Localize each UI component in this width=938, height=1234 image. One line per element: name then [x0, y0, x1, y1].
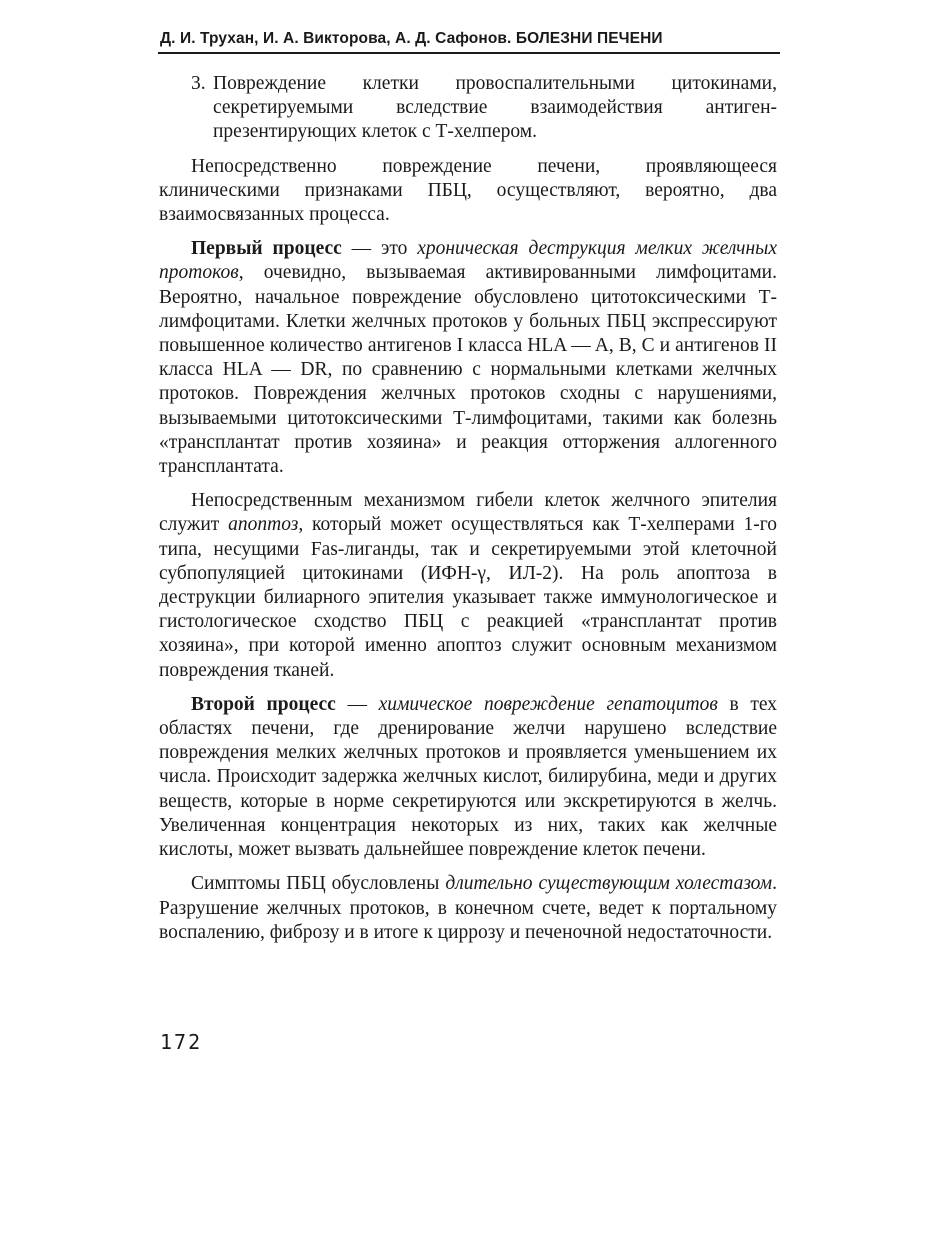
- italic-term: длительно существующим холестазом: [445, 873, 773, 895]
- text-run: Симптомы ПБЦ обусловлены: [191, 873, 446, 895]
- text-run: , который может осуществляться как Т-хелперами 1-го типа, несущими Fas-лиганды, так и секретируемыми этой клеточной субпопуляцией цитокинами (ИФН-γ, ИЛ-2). На роль апоптоза в деструкции билиарного эпителия указывает также иммунологическое и гистологическое сходство ПБЦ с реакцией «трансплантат против хозяина», при которой именно апоптоз служит основным механизмом повреждения тканей.: [159, 514, 777, 681]
- text-run: в тех областях печени, где дренирование желчи нарушено вследствие повреждения мелких желчных протоков и проявляется уменьшением их числа. Происходит задержка желчных кислот, билирубина, меди и других веществ, которые в норме секретируются или экскретируются в желчь. Увеличенная концентрация некоторых из них, таких как желчные кислоты, может вызвать дальнейшее повреждение клеток печени.: [159, 693, 777, 861]
- header-rule: [158, 52, 780, 54]
- paragraph: [159, 693, 777, 862]
- list-item: [191, 72, 777, 145]
- text-run: — это: [341, 238, 418, 260]
- bold-lead: Первый процесс: [191, 238, 342, 260]
- page-number: 172: [160, 1030, 203, 1054]
- paragraph: [159, 872, 777, 945]
- italic-term: хроническая деструкция мелких желчных протоков: [159, 238, 777, 284]
- bold-lead: Второй процесс: [191, 693, 336, 715]
- italic-term: апоптоз: [228, 514, 299, 536]
- text-run: —: [335, 693, 379, 715]
- text-run: Непосредственным механизмом гибели клеток желчного эпителия служит: [159, 490, 777, 536]
- body-text: [159, 72, 777, 955]
- list-item-text: Повреждение клетки провоспалительными цитокинами, секретируемыми вследствие взаимодействия антиген-презентирующих клеток с Т-хелпером.: [213, 73, 777, 143]
- running-header: Д. И. Трухан, И. А. Викторова, А. Д. Сафонов. БОЛЕЗНИ ПЕЧЕНИ: [160, 30, 663, 47]
- paragraph: [159, 489, 777, 683]
- paragraph: [159, 237, 777, 479]
- paragraph: Непосредственно повреждение печени, проявляющееся клиническими признаками ПБЦ, осуществляют, вероятно, два взаимосвязанных процесса.: [159, 155, 777, 226]
- text-run: . Разрушение желчных протоков, в конечном счете, ведет к портальному воспалению, фиброзу и в итоге к циррозу и печеночной недостаточности.: [159, 873, 777, 943]
- list-item-number: 3.: [191, 73, 206, 94]
- text-run: , очевидно, вызываемая активированными лимфоцитами. Вероятно, начальное повреждение обусловлено цитотоксическими Т-лимфоцитами. Клетки желчных протоков у больных ПБЦ экспрессируют повышенное количество антигенов I класса HLA — A, B, C и антигенов II класса HLA — DR, по сравнению с нормальными клетками желчных протоков. Повреждения желчных протоков сходны с нарушениями, вызываемыми цитотоксическими Т-лимфоцитами, такими как болезнь «трансплантат против хозяина» и реакция отторжения аллогенного трансплантата.: [159, 262, 777, 478]
- italic-term: химическое повреждение гепатоцитов: [378, 693, 718, 715]
